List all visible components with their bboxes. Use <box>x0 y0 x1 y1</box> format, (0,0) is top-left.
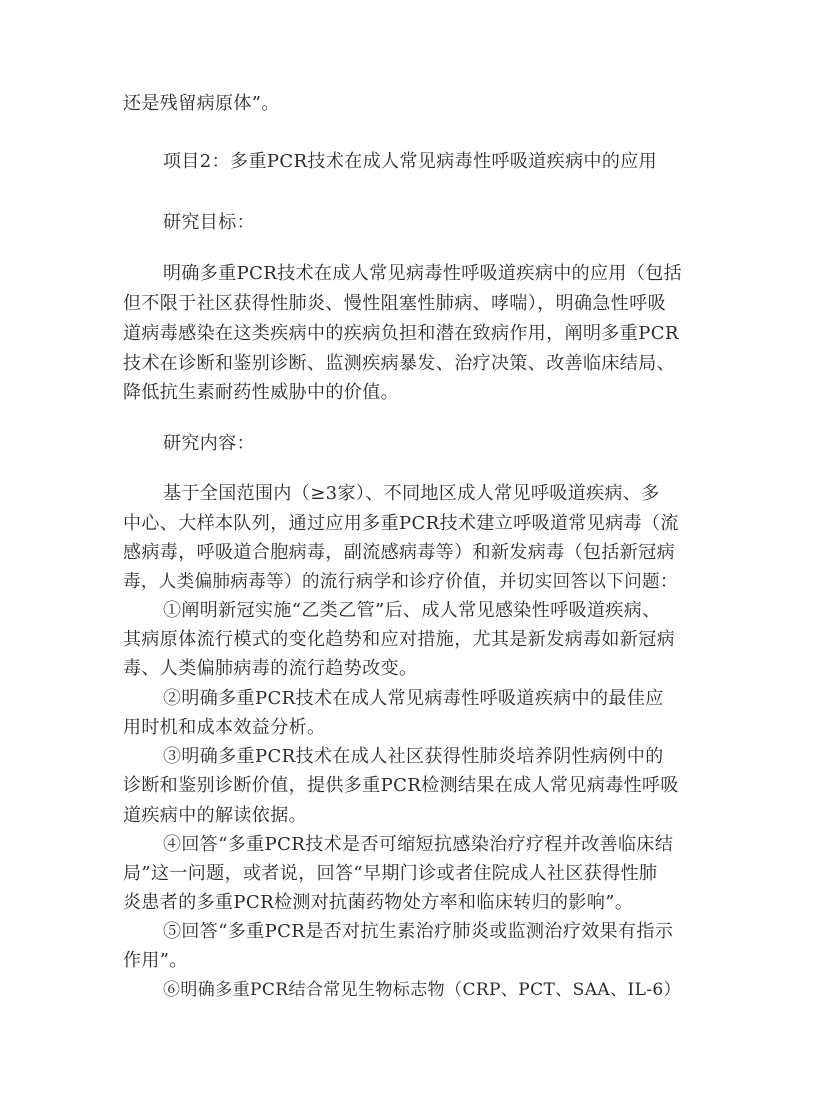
list-item-2: ②明确多重PCR技术在成人常见病毒性呼吸道疾病中的最佳应 <box>163 688 664 709</box>
text-line: 炎患者的多重PCR检测对抗菌药物处方率和临床转归的影响”。 <box>123 892 634 913</box>
text-line: 局”这一问题，或者说，回答“早期门诊或者住院成人社区获得性肺 <box>123 863 658 884</box>
list-item-4: ④回答“多重PCR技术是否可缩短抗感染治疗疗程并改善临床结 <box>163 834 674 855</box>
text-line: 诊断和鉴别诊断价值，提供多重PCR检测结果在成人常见病毒性呼吸 <box>123 775 679 796</box>
text-line: 但不限于社区获得性肺炎、慢性阻塞性肺病、哮喘），明确急性呼吸 <box>123 293 666 314</box>
text-line: 其病原体流行模式的变化趋势和应对措施，尤其是新发病毒如新冠病 <box>123 629 675 650</box>
text-line: 毒、人类偏肺病毒的流行趋势改变。 <box>123 658 418 679</box>
text-line: 毒，人类偏肺病毒等）的流行病学和诊疗价值，并切实回答以下问题： <box>123 572 678 592</box>
text-line: 中心、大样本队列，通过应用多重PCR技术建立呼吸道常见病毒（流 <box>123 513 679 534</box>
text-line: 感病毒，呼吸道合胞病毒，副流感病毒等）和新发病毒（包括新冠病 <box>123 542 675 563</box>
text-line: 基于全国范围内（≥3家）、不同地区成人常见呼吸道疾病、多 <box>163 483 660 504</box>
text-line: 道病毒感染在这类疾病中的疾病负担和潜在致病作用，阐明多重PCR <box>123 323 679 344</box>
list-item-1: ①阐明新冠实施“乙类乙管”后、成人常见感染性呼吸道疾病、 <box>163 600 661 621</box>
text-line: 降低抗生素耐药性威胁中的价值。 <box>123 382 399 403</box>
list-item-6: ⑥明确多重PCR结合常见生物标志物（CRP、PCT、SAA、IL-6） <box>163 980 682 1000</box>
text-line: 道疾病中的解读依据。 <box>123 805 307 826</box>
project-heading: 项目2：多重PCR技术在成人常见病毒性呼吸道疾病中的应用 <box>163 151 658 172</box>
list-item-3: ③明确多重PCR技术在成人社区获得性肺炎培养阴性病例中的 <box>163 746 664 767</box>
text-line: 技术在诊断和鉴别诊断、监测疾病暴发、治疗决策、改善临床结局、 <box>123 353 675 374</box>
text-line: 明确多重PCR技术在成人常见病毒性呼吸道疾病中的应用（包括 <box>163 263 683 284</box>
text-line: 作用”。 <box>123 950 188 971</box>
section-heading-objectives: 研究目标： <box>163 212 255 233</box>
list-item-5: ⑤回答“多重PCR是否对抗生素治疗肺炎或监测治疗效果有指示 <box>163 921 674 942</box>
text-line: 还是残留病原体”。 <box>123 93 280 114</box>
section-heading-content: 研究内容： <box>163 433 255 454</box>
text-line: 用时机和成本效益分析。 <box>123 717 326 738</box>
